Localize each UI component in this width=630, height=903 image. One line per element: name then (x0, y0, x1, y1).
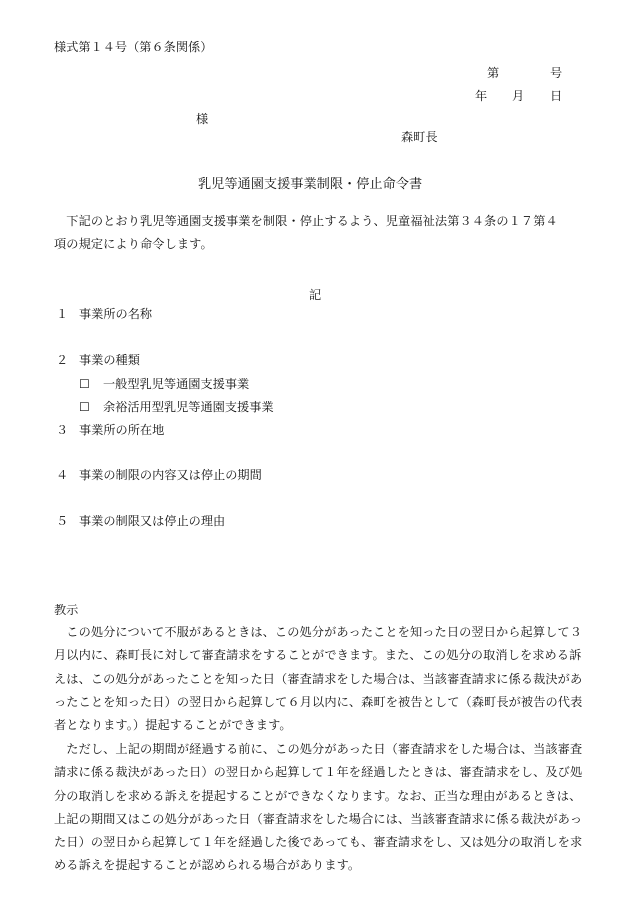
item-number: １ (56, 307, 69, 321)
notice-line: ったことを知った日）の翌日から起算して６月以内に、森町を被告として（森町長が被告の代表 (54, 694, 583, 709)
body-line: 下記のとおり乳児等通園支援事業を制限・停止するよう、児童福祉法第３４条の１７第４ (54, 214, 558, 228)
item-label: 事業の制限又は停止の理由 (79, 514, 226, 528)
notice-line: 上記の期間又はこの処分があった日（審査請求をした場合には、当該審査請求に係る裁決があっ (54, 811, 583, 826)
body-paragraph (54, 210, 576, 257)
document-title: 乳児等通園支援事業制限・停止命令書 (198, 177, 423, 192)
checkbox-icon[interactable]: ☐ (79, 377, 90, 391)
notice-paragraph-2 (54, 738, 583, 878)
addressee-suffix: 様 (196, 112, 209, 126)
checkbox-option-2[interactable] (79, 401, 274, 413)
checkbox-label: 余裕活用型乳児等通園支援事業 (103, 400, 274, 414)
notice-title: 教示 (54, 603, 79, 617)
item-label: 事業の種類 (79, 353, 140, 367)
item-label: 事業の制限の内容又は停止の期間 (79, 468, 262, 482)
item-number: ３ (56, 423, 69, 437)
date-day: 日 (550, 89, 563, 103)
notice-line: た日）の翌日から起算して１年を経過した後であっても、審査請求をし、又は処分の取消しを求 (54, 835, 583, 850)
checkbox-label: 一般型乳児等通園支援事業 (103, 377, 250, 391)
ki-heading: 記 (309, 288, 322, 302)
item-number: ５ (56, 514, 69, 528)
date-month: 月 (512, 89, 525, 103)
notice-line: ただし、上記の期間が経過する前に、この処分があった日（審査請求をした場合は、当該審査 (54, 742, 583, 756)
item-4 (56, 469, 262, 481)
notice-line: 請求に係る裁決があった日）の翌日から起算して１年を経過したときは、審査請求をし、及び処 (54, 765, 583, 780)
notice-line: 者となります。）提起することができます。 (54, 718, 292, 733)
checkbox-icon[interactable]: ☐ (79, 400, 90, 414)
doc-no-prefix: 第 (487, 66, 500, 80)
item-label: 事業所の名称 (79, 307, 153, 321)
item-label: 事業所の所在地 (79, 423, 165, 437)
item-1 (56, 308, 152, 320)
notice-paragraph-1 (54, 621, 583, 737)
notice-line: める訴えを提起することが認められる場合があります。 (54, 858, 361, 873)
notice-line: この処分について不服があるときは、この処分があったことを知った日の翌日から起算して３ (54, 625, 582, 639)
notice-line: 月以内に、森町長に対して審査請求をすることができます。また、この処分の取消しを求める訴 (54, 648, 582, 663)
checkbox-option-1[interactable] (79, 378, 249, 390)
notice-line: えは、この処分があったことを知った日（審査請求をした場合は、当該審査請求に係る裁決があ (54, 671, 583, 686)
item-number: ４ (56, 468, 69, 482)
item-number: ２ (56, 353, 69, 367)
notice-line: 分の取消しを求める訴えを提起することができなくなります。なお、正当な理由があるときは、 (54, 788, 582, 803)
item-5 (56, 515, 225, 527)
issuer: 森町長 (401, 130, 438, 144)
form-number: 様式第１４号（第６条関係） (54, 40, 213, 54)
date-year: 年 (475, 89, 488, 103)
item-2 (56, 354, 140, 366)
item-3 (56, 424, 164, 436)
body-line: 項の規定により命令します。 (54, 237, 213, 252)
doc-no-suffix: 号 (550, 66, 563, 80)
